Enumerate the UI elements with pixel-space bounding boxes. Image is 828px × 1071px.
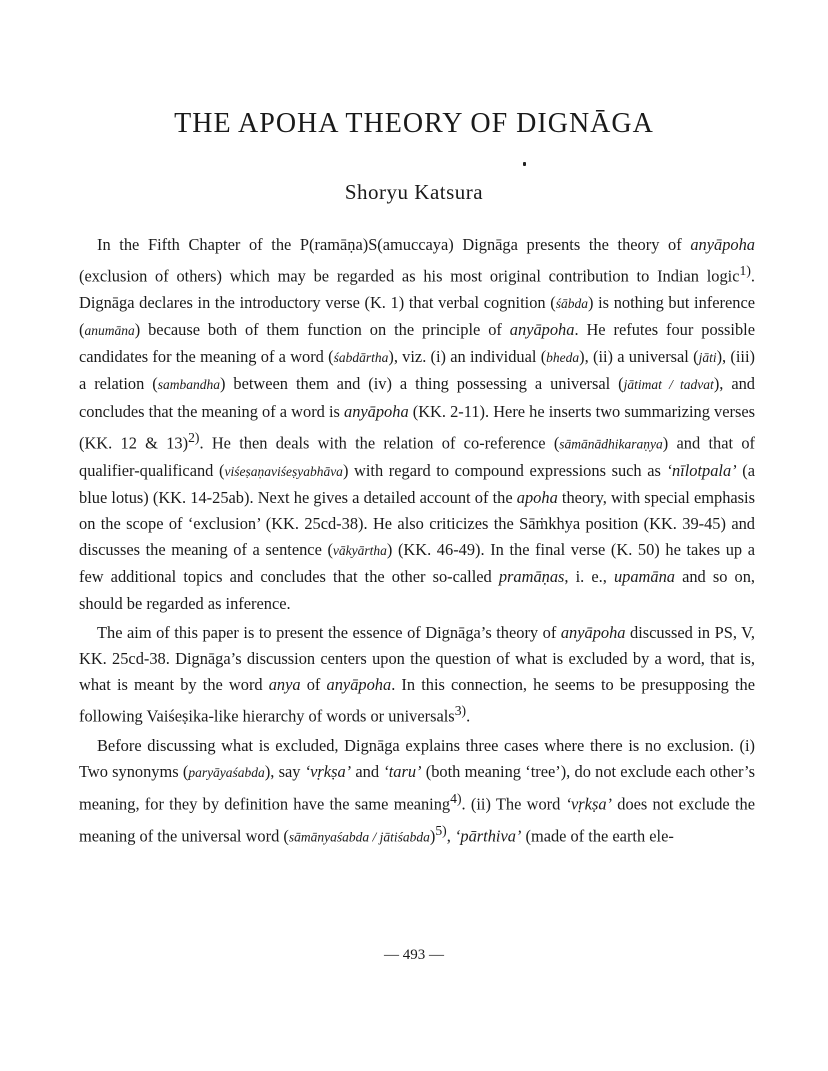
body-text bbox=[79, 232, 755, 851]
footnote-ref: 1) bbox=[739, 263, 751, 279]
paragraph-1: In the Fifth Chapter of the P(ramāṇa)S(amuccaya) Dignāga presents the theory of anyāpoha (exclusion of others) which may be regarded as his most original contribution to Indian logic$^{1)}$. Dignāga declares in the introductory verse (K. 1) that verbal cognition (śābda) is nothing but inference (anumāna) because both of them function on the principle of anyāpoha. He refutes four possible candidates for the meaning of a word (śabdārtha), viz. (i) an individual (bheda), (ii) a universal (jāti), (iii) a relation (sambandha) between them and (iv) a thing possessing a universal (jātimat / tadvat), and concludes that the meaning of a word is anyāpoha (KK. 2-11). Here he inserts two summarizing verses (KK. 12 & 13)$^{2)}$. He then deals with the relation of co-reference (sāmānādhikaraṇya) and that of qualifier-qualificand (viśeṣaṇaviśeṣyabhāva) with regard to compound expressions such as ‘nīlotpala’ (a blue lotus) (KK. 14-25ab). Next he gives a detailed account of the apoha theory, with special emphasis on the scope of ‘exclusion’ (KK. 25cd-38). He also criticizes the Sāṁkhya position (KK. 39-45) and discusses the meaning of a sentence (vākyārtha) (KK. 46-49). In the final verse (K. 50) he takes up a few additional topics and concludes that the other so-called pramāṇas, i. e., upamāna and so on, should be regarded as inference. bbox=[79, 235, 756, 613]
footnote-ref: 3) bbox=[454, 703, 467, 719]
paper-title: THE APOHA THEORY OF DIGNĀGA bbox=[174, 108, 654, 139]
author-name: Shoryu Katsura bbox=[344, 180, 484, 204]
paragraph-3: Before discussing what is excluded, Dignāga explains three cases where there is no exclusion. (i) Two synonyms (paryāyaśabda), say ‘vṛkṣa’ and ‘taru’ (both meaning ‘tree’), do not exclude each other’s meaning, for they by definition have the same meaning$^{4)}$. (ii) The word ‘vṛkṣa’ does not exclude the meaning of the universal word (sāmānyaśabda / jātiśabda)$^{5)}$, ‘pārthiva’ (made of the earth ele- bbox=[79, 736, 755, 846]
footnote-ref: 4) bbox=[450, 791, 462, 807]
print-speck bbox=[523, 162, 526, 166]
page-number: — 493 — bbox=[384, 947, 444, 963]
paragraph-2: The aim of this paper is to present the essence of Dignāga’s theory of anyāpoha discussed in PS, V, KK. 25cd-38. Dignāga’s discussion centers upon the question of what is excluded by a word, that is, what is meant by the word anya of anyāpoha. In this connection, he seems to be presupposing the following Vaiśeṣika-like hierarchy of words or universals$^{3)}$. bbox=[79, 622, 755, 726]
footnote-ref: 5) bbox=[435, 823, 447, 839]
footnote-ref: 2) bbox=[188, 429, 200, 445]
